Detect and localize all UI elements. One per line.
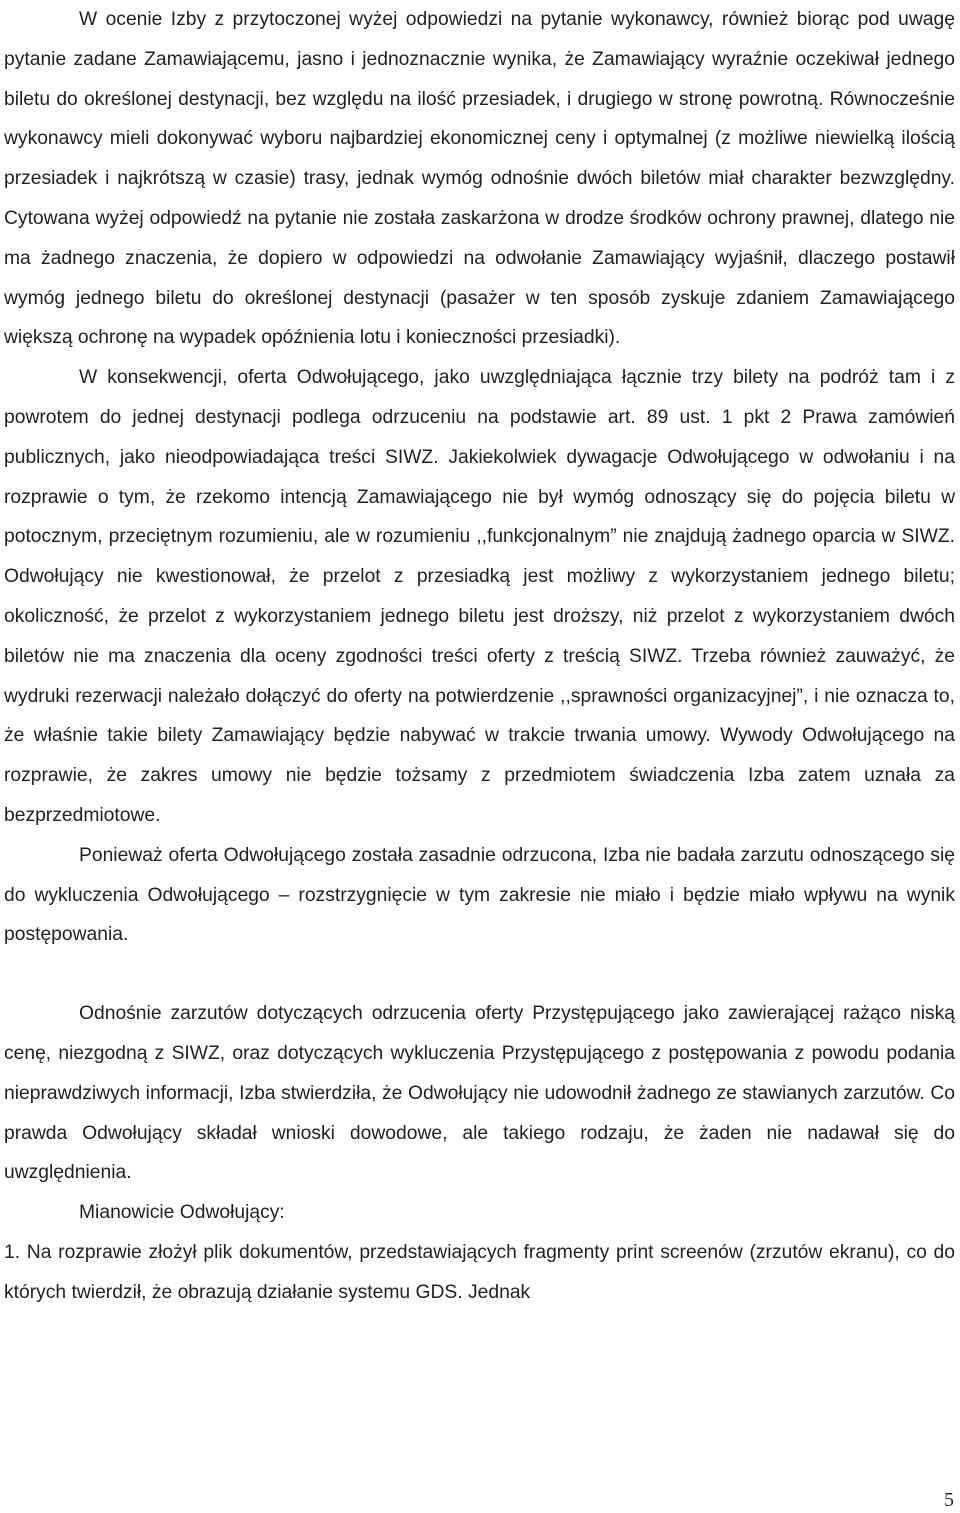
document-page — [4, 0, 955, 1313]
paragraph-3: Ponieważ oferta Odwołującego została zasadnie odrzucona, Izba nie badała zarzutu odnoszącego się do wykluczenia Odwołującego – rozstrzygnięcie w tym zakresie nie miało i będzie miało wpływu na wynik postępowania. — [4, 844, 955, 946]
paragraph-1: W ocenie Izby z przytoczonej wyżej odpowiedzi na pytanie wykonawcy, również biorąc pod uwagę pytanie zadane Zamawiającemu, jasno i jednoznacznie wynika, że Zamawiający wyraźnie oczekiwał jednego biletu do określonej destynacji, bez względu na ilość przesiadek, i drugiego w stronę powrotną. Równocześnie wykonawcy mieli dokonywać wyboru najbardziej ekonomicznej ceny i optymalnej (z możliwe niewielką ilością przesiadek i najkrótszą w czasie) trasy, jednak wymóg odnośnie dwóch biletów miał charakter bezwzględny. Cytowana wyżej odpowiedź na pytanie nie została zaskarżona w drodze środków ochrony prawnej, dlatego nie ma żadnego znaczenia, że dopiero w odpowiedzi na odwołanie Zamawiający wyjaśnił, dlaczego postawił wymóg jednego biletu do określonej destynacji (pasażer w ten sposób zyskuje zdaniem Zamawiającego większą ochronę na wypadek opóźnienia lotu i konieczności przesiadki). — [4, 9, 955, 349]
paragraph-6: 1. Na rozprawie złożył plik dokumentów, przedstawiających fragmenty print screenów (zrzutów ekranu), co do których twierdził, że obrazują działanie systemu GDS. Jednak — [4, 1241, 955, 1303]
paragraph-5: Mianowicie Odwołujący: — [79, 1202, 285, 1224]
paragraph-2: W konsekwencji, oferta Odwołującego, jako uwzględniająca łącznie trzy bilety na podróż tam i z powrotem do jednej destynacji podlega odrzuceniu na podstawie art. 89 ust. 1 pkt 2 Prawa zamówień publicznych, jako nieodpowiadająca treści SIWZ. Jakiekolwiek dywagacje Odwołującego w odwołaniu i na rozprawie o tym, że rzekomo intencją Zamawiającego nie był wymóg odnoszący się do pojęcia biletu w potocznym, przeciętnym rozumieniu, ale w rozumieniu ,,funkcjonalnym” nie znajdują żadnego oparcia w SIWZ. Odwołujący nie kwestionował, że przelot z przesiadką jest możliwy z wykorzystaniem jednego biletu; okoliczność, że przelot z wykorzystaniem jednego biletu jest droższy, niż przelot z wykorzystaniem dwóch biletów nie ma znaczenia dla oceny zgodności treści oferty z treścią SIWZ. Trzeba również zauważyć, że wydruki rezerwacji należało dołączyć do oferty na potwierdzenie ,,sprawności organizacyjnej”, i nie oznacza to, że właśnie takie bilety Zamawiający będzie nabywać w trakcie trwania umowy. Wywody Odwołującego na rozprawie, że zakres umowy nie będzie tożsamy z przedmiotem świadczenia Izba zatem uznała za bezprzedmiotowe. — [4, 367, 955, 826]
page-number: 5 — [944, 1489, 954, 1511]
paragraph-4: Odnośnie zarzutów dotyczących odrzucenia oferty Przystępującego jako zawierającej rażąco niską cenę, niezgodną z SIWZ, oraz dotyczących wykluczenia Przystępującego z postępowania z powodu podania nieprawdziwych informacji, Izba stwierdziła, że Odwołujący nie udowodnił żadnego ze stawianych zarzutów. Co prawda Odwołujący składał wnioski dowodowe, ale takiego rodzaju, że żaden nie nadawał się do uwzględnienia. — [4, 1003, 955, 1184]
